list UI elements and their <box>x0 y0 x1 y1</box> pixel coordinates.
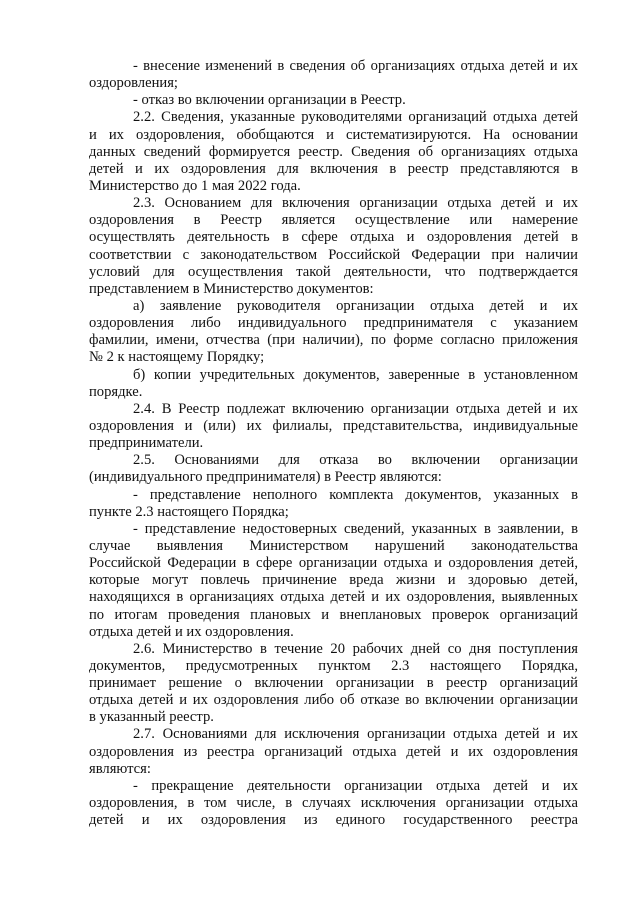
text-line: оздоровления, в том числе, в случаях исключения организации отдыха <box>89 795 578 812</box>
text-line: 2.7. Основаниями для исключения организации отдыха детей и их <box>133 726 578 743</box>
text-line: Министерство до 1 мая 2022 года. <box>89 177 301 194</box>
text-line: принимает решение о включении организации в реестр организаций <box>89 675 578 692</box>
text-line: случае выявления Министерством нарушений законодательства <box>89 537 578 554</box>
text-line: в указанный реестр. <box>89 709 214 726</box>
text-line: и их оздоровления, обобщаются и систематизируются. На основании <box>89 126 578 143</box>
text-line: Российской Федерации в сфере организации отдыха и оздоровления детей, <box>89 555 578 572</box>
document-body <box>89 58 578 829</box>
text-line: оздоровления либо индивидуального предпринимателя с указанием <box>89 315 578 332</box>
text-line: (индивидуального предпринимателя) в Реестр являются: <box>89 469 442 486</box>
text-line: б) копии учредительных документов, заверенные в установленном <box>133 366 578 383</box>
text-line: документов, предусмотренных пунктом 2.3 настоящего Порядка, <box>89 657 578 674</box>
text-line: оздоровления; <box>89 75 178 92</box>
text-line: оздоровления и (или) их филиалы, представительства, индивидуальные <box>89 417 578 434</box>
text-line: находящихся в организациях отдыха детей и их оздоровления, выявленных <box>89 589 578 606</box>
text-line: условий для осуществления такой деятельности, что подтверждается <box>89 263 578 280</box>
text-line: а) заявление руководителя организации отдыха детей и их <box>133 297 578 314</box>
text-line: по итогам проведения плановых и внеплановых проверок организаций <box>89 606 578 623</box>
text-line: предприниматели. <box>89 435 204 452</box>
text-line: пункте 2.3 настоящего Порядка; <box>89 503 289 520</box>
text-line: - прекращение деятельности организации отдыха детей и их <box>133 777 578 794</box>
text-line: - представление недостоверных сведений, указанных в заявлении, в <box>133 520 578 537</box>
text-line: оздоровления в Реестр является осуществление или намерение <box>89 212 578 229</box>
text-line: 2.6. Министерство в течение 20 рабочих дней со дня поступления <box>133 640 578 657</box>
text-line: осуществлять деятельность в сфере отдыха и оздоровления детей в <box>89 229 578 246</box>
text-line: являются: <box>89 760 151 777</box>
text-line: соответствии с законодательством Российской Федерации при наличии <box>89 246 578 263</box>
text-line: 2.5. Основаниями для отказа во включении организации <box>133 452 578 469</box>
text-line: 2.3. Основанием для включения организации отдыха детей и их <box>133 195 578 212</box>
text-line: детей и их оздоровления для включения в реестр представляются в <box>89 160 578 177</box>
text-line: отдыха детей и их оздоровления. <box>89 623 294 640</box>
text-line: № 2 к настоящему Порядку; <box>89 349 265 366</box>
text-line: оздоровления из реестра организаций отдыха детей и их оздоровления <box>89 743 578 760</box>
text-line: 2.4. В Реестр подлежат включению организации отдыха детей и их <box>133 400 578 417</box>
text-line: 2.2. Сведения, указанные руководителями организаций отдыха детей <box>133 109 578 126</box>
text-line: - представление неполного комплекта документов, указанных в <box>133 486 578 503</box>
text-line: которые могут повлечь причинение вреда жизни и здоровью детей, <box>89 572 578 589</box>
text-line: отдыха детей и их оздоровления либо об отказе во включении организации <box>89 692 578 709</box>
text-line: представлением в Министерство документов: <box>89 280 374 297</box>
text-line: - внесение изменений в сведения об организациях отдыха детей и их <box>133 58 578 74</box>
text-line: фамилии, имени, отчества (при наличии), по форме согласно приложения <box>89 332 578 349</box>
text-line: - отказ во включении организации в Реестр. <box>133 92 406 109</box>
text-line: порядке. <box>89 383 143 400</box>
text-line: данных сведений формируется реестр. Сведения об организациях отдыха <box>89 143 578 160</box>
text-line: детей и их оздоровления из единого государственного реестра <box>89 812 578 829</box>
